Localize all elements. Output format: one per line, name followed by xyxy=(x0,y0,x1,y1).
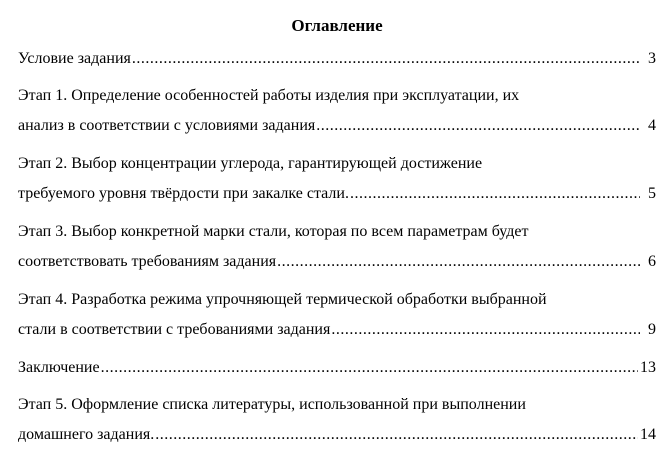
toc-entry-stage-4[interactable] xyxy=(18,285,656,345)
toc-entry-line xyxy=(18,247,656,277)
toc-entry-stage-1[interactable] xyxy=(18,81,656,141)
dot-leader xyxy=(331,315,640,345)
toc-entry-line xyxy=(18,315,656,345)
toc-entry-conditions[interactable] xyxy=(18,44,656,74)
toc-entry-title-continued: стали в соответствии с требованиями задания xyxy=(18,321,331,338)
toc-title: Оглавление xyxy=(291,16,383,35)
toc-page-number: 6 xyxy=(648,253,656,270)
toc-entry-title-continued: требуемого уровня твёрдости при закалке стали. xyxy=(18,185,349,202)
toc-entry-conclusion[interactable] xyxy=(18,353,656,383)
toc-entry-title-continued: соответствовать требованиям задания xyxy=(18,253,277,270)
toc-page-number: 9 xyxy=(648,321,656,338)
toc-entry-title: Заключение xyxy=(18,359,100,376)
toc-entry-title: Этап 4. Разработка режима упрочняющей термической обработки выбранной xyxy=(18,291,547,308)
toc-entry-title: Этап 3. Выбор конкретной марки стали, которая по всем параметрам будет xyxy=(18,223,529,240)
dot-leader xyxy=(316,111,640,141)
toc-page-number: 4 xyxy=(648,117,656,134)
toc-entry-stage-2[interactable] xyxy=(18,149,656,209)
toc-page-number: 13 xyxy=(640,359,656,376)
dot-leader xyxy=(350,179,640,209)
toc-entry-line xyxy=(18,353,656,383)
toc-entry-line xyxy=(18,44,656,74)
toc-entry-title: Этап 1. Определение особенностей работы изделия при эксплуатации, их xyxy=(18,87,520,104)
dot-leader xyxy=(277,247,640,277)
toc-entry-stage-3[interactable] xyxy=(18,217,656,277)
toc-page-number: 5 xyxy=(648,185,656,202)
dot-leader xyxy=(155,420,638,450)
toc-entry-line xyxy=(18,111,656,141)
toc-entry-title: Условие задания xyxy=(18,50,131,67)
toc-entry-title: Этап 2. Выбор концентрации углерода, гарантирующей достижение xyxy=(18,155,483,172)
dot-leader xyxy=(132,44,640,74)
toc-entry-title-continued: домашнего задания. xyxy=(18,426,155,443)
toc-entry-line xyxy=(18,420,656,450)
toc-entry-line xyxy=(18,179,656,209)
toc-entry-title: Этап 5. Оформление списка литературы, использованной при выполнении xyxy=(18,396,526,413)
toc-page-number: 14 xyxy=(640,426,656,443)
toc-entry-stage-5[interactable] xyxy=(18,390,656,450)
toc-page-number: 3 xyxy=(648,50,656,67)
dot-leader xyxy=(101,353,638,383)
toc-entry-title-continued: анализ в соответствии с условиями задания xyxy=(18,117,316,134)
toc-list xyxy=(18,44,656,450)
